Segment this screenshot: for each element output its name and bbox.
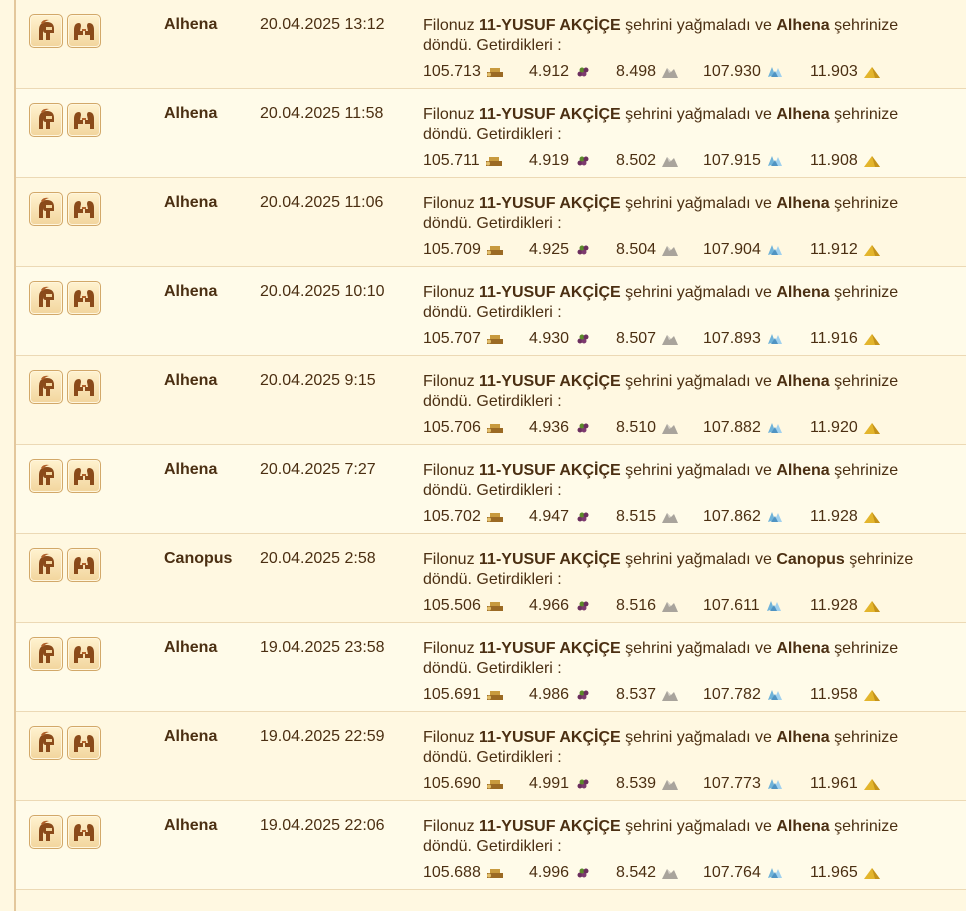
resource-value: 11.961 <box>810 775 858 792</box>
target-city: 11-YUSUF AKÇİÇE <box>479 106 621 123</box>
crystal-amount <box>703 419 784 437</box>
msg-line2: döndü. Getirdikleri : <box>423 749 562 766</box>
resource-value: 11.903 <box>810 63 858 80</box>
sulfur-amount <box>810 241 881 259</box>
resource-value: 8.504 <box>616 241 657 258</box>
city-name: Alhena <box>164 16 218 33</box>
timestamp: 20.04.2025 9:15 <box>260 372 376 389</box>
resource-value: 11.928 <box>810 508 858 525</box>
crystal-amount <box>703 775 784 793</box>
pillage-message <box>423 283 953 323</box>
row-actions <box>29 637 101 671</box>
report-rows <box>16 0 966 890</box>
flexed-arms-icon[interactable] <box>67 459 101 493</box>
msg-prefix: Filonuz <box>423 17 475 34</box>
resource-value: 107.773 <box>703 775 761 792</box>
msg-suffix: şehrinize <box>849 551 914 568</box>
row-actions <box>29 192 101 226</box>
row-actions <box>29 14 101 48</box>
msg-middle: şehrini yağmaladı ve <box>625 106 772 123</box>
marble-amount <box>616 152 679 170</box>
home-city: Alhena <box>776 195 830 212</box>
target-city: 11-YUSUF AKÇİÇE <box>479 373 621 390</box>
resource-value: 11.958 <box>810 686 858 703</box>
spartan-helmet-icon[interactable] <box>29 370 63 404</box>
resource-value: 107.764 <box>703 864 761 881</box>
resource-value: 4.991 <box>529 775 570 792</box>
crystal-icon <box>766 421 784 435</box>
msg-suffix: şehrinize <box>834 818 899 835</box>
sulfur-amount <box>810 152 881 170</box>
crystal-amount <box>703 508 784 526</box>
row-actions <box>29 103 101 137</box>
list-item <box>16 267 966 356</box>
resource-value: 8.498 <box>616 63 657 80</box>
wine-amount <box>529 330 592 348</box>
sulfur-amount <box>810 775 881 793</box>
wood-icon <box>485 154 503 168</box>
resource-value: 4.996 <box>529 864 570 881</box>
wood-icon <box>486 243 504 257</box>
wine-icon <box>574 777 592 791</box>
timestamp: 20.04.2025 2:58 <box>260 550 376 567</box>
timestamp: 20.04.2025 13:12 <box>260 16 385 33</box>
crystal-amount <box>703 864 784 882</box>
wine-amount <box>529 63 592 81</box>
sulfur-icon <box>863 777 881 791</box>
crystal-amount <box>703 597 783 615</box>
resource-value: 11.920 <box>810 419 858 436</box>
msg-middle: şehrini yağmaladı ve <box>625 195 772 212</box>
sulfur-amount <box>810 686 881 704</box>
spartan-helmet-icon[interactable] <box>29 103 63 137</box>
crystal-icon <box>766 688 784 702</box>
resource-value: 107.904 <box>703 241 761 258</box>
marble-amount <box>616 597 679 615</box>
spartan-helmet-icon[interactable] <box>29 815 63 849</box>
flexed-arms-icon[interactable] <box>67 370 101 404</box>
wine-icon <box>574 866 592 880</box>
marble-amount <box>616 864 679 882</box>
target-city: 11-YUSUF AKÇİÇE <box>479 462 621 479</box>
resource-value: 105.709 <box>423 241 481 258</box>
wood-icon <box>486 777 504 791</box>
list-item <box>16 0 966 89</box>
resource-value: 105.711 <box>423 152 480 169</box>
home-city: Alhena <box>776 17 830 34</box>
marble-icon <box>661 599 679 613</box>
list-item <box>16 623 966 712</box>
resource-value: 105.706 <box>423 419 481 436</box>
city-name: Alhena <box>164 817 218 834</box>
city-name: Alhena <box>164 461 218 478</box>
wine-icon <box>574 510 592 524</box>
msg-middle: şehrini yağmaladı ve <box>625 17 772 34</box>
marble-amount <box>616 686 679 704</box>
wood-amount <box>423 152 503 170</box>
crystal-amount <box>703 63 784 81</box>
timestamp: 20.04.2025 11:58 <box>260 105 384 122</box>
resource-value: 105.506 <box>423 597 481 614</box>
wine-icon <box>574 332 592 346</box>
pillage-message <box>423 194 953 234</box>
marble-icon <box>661 510 679 524</box>
pillage-message <box>423 105 953 145</box>
wine-icon <box>574 65 592 79</box>
sulfur-amount <box>810 864 881 882</box>
resource-value: 105.707 <box>423 330 481 347</box>
wood-amount <box>423 508 504 526</box>
wine-amount <box>529 152 592 170</box>
home-city: Alhena <box>776 818 830 835</box>
crystal-icon <box>766 777 784 791</box>
msg-prefix: Filonuz <box>423 729 475 746</box>
pillage-message <box>423 461 953 501</box>
target-city: 11-YUSUF AKÇİÇE <box>479 640 621 657</box>
list-item <box>16 801 966 890</box>
pillage-message <box>423 550 953 590</box>
pillage-message <box>423 639 953 679</box>
target-city: 11-YUSUF AKÇİÇE <box>479 551 621 568</box>
flexed-arms-icon[interactable] <box>67 726 101 760</box>
flexed-arms-icon[interactable] <box>67 192 101 226</box>
msg-middle: şehrini yağmaladı ve <box>625 462 772 479</box>
wood-amount <box>423 330 504 348</box>
msg-line2: döndü. Getirdikleri : <box>423 215 562 232</box>
wine-amount <box>529 508 592 526</box>
resource-value: 4.936 <box>529 419 570 436</box>
city-name: Canopus <box>164 550 233 567</box>
list-item <box>16 356 966 445</box>
msg-line2: döndü. Getirdikleri : <box>423 838 562 855</box>
msg-middle: şehrini yağmaladı ve <box>625 818 772 835</box>
target-city: 11-YUSUF AKÇİÇE <box>479 195 621 212</box>
wine-icon <box>574 421 592 435</box>
resource-value: 107.930 <box>703 63 761 80</box>
wine-icon <box>574 688 592 702</box>
timestamp: 19.04.2025 22:06 <box>260 817 385 834</box>
crystal-icon <box>766 510 784 524</box>
wood-amount <box>423 419 504 437</box>
marble-icon <box>661 154 679 168</box>
msg-line2: döndü. Getirdikleri : <box>423 304 562 321</box>
sulfur-icon <box>863 421 881 435</box>
spartan-helmet-icon[interactable] <box>29 281 63 315</box>
spartan-helmet-icon[interactable] <box>29 726 63 760</box>
resource-value: 8.537 <box>616 686 657 703</box>
crystal-icon <box>766 332 784 346</box>
resource-value: 4.986 <box>529 686 570 703</box>
resource-value: 8.542 <box>616 864 657 881</box>
sulfur-icon <box>863 243 881 257</box>
msg-prefix: Filonuz <box>423 284 475 301</box>
resource-value: 105.713 <box>423 63 481 80</box>
home-city: Alhena <box>776 640 830 657</box>
msg-line2: döndü. Getirdikleri : <box>423 126 562 143</box>
marble-icon <box>661 688 679 702</box>
sulfur-icon <box>863 332 881 346</box>
list-item <box>16 89 966 178</box>
flexed-arms-icon[interactable] <box>67 14 101 48</box>
target-city: 11-YUSUF AKÇİÇE <box>479 17 621 34</box>
sulfur-amount <box>810 597 881 615</box>
home-city: Alhena <box>776 462 830 479</box>
flexed-arms-icon[interactable] <box>67 815 101 849</box>
row-actions <box>29 459 101 493</box>
sulfur-amount <box>810 508 881 526</box>
msg-line2: döndü. Getirdikleri : <box>423 37 562 54</box>
wood-icon <box>486 510 504 524</box>
crystal-amount <box>703 330 784 348</box>
wood-amount <box>423 241 504 259</box>
flexed-arms-icon[interactable] <box>67 281 101 315</box>
city-name: Alhena <box>164 639 218 656</box>
flexed-arms-icon[interactable] <box>67 637 101 671</box>
resource-value: 107.611 <box>703 597 760 614</box>
report-list <box>14 0 966 911</box>
timestamp: 19.04.2025 23:58 <box>260 639 385 656</box>
flexed-arms-icon[interactable] <box>67 548 101 582</box>
msg-prefix: Filonuz <box>423 106 475 123</box>
city-name: Alhena <box>164 105 218 122</box>
resource-value: 107.915 <box>703 152 761 169</box>
sulfur-icon <box>863 866 881 880</box>
resource-value: 107.782 <box>703 686 761 703</box>
msg-suffix: şehrinize <box>834 462 899 479</box>
msg-suffix: şehrinize <box>834 284 899 301</box>
marble-icon <box>661 332 679 346</box>
timestamp: 19.04.2025 22:59 <box>260 728 385 745</box>
marble-amount <box>616 775 679 793</box>
spartan-helmet-icon[interactable] <box>29 192 63 226</box>
wood-icon <box>486 866 504 880</box>
flexed-arms-icon[interactable] <box>67 103 101 137</box>
row-actions <box>29 281 101 315</box>
crystal-amount <box>703 686 784 704</box>
msg-prefix: Filonuz <box>423 640 475 657</box>
wine-amount <box>529 419 592 437</box>
wine-icon <box>574 599 592 613</box>
pillage-message <box>423 16 953 56</box>
timestamp: 20.04.2025 11:06 <box>260 194 384 211</box>
msg-middle: şehrini yağmaladı ve <box>625 373 772 390</box>
resource-value: 105.702 <box>423 508 481 525</box>
msg-prefix: Filonuz <box>423 551 475 568</box>
wood-amount <box>423 686 504 704</box>
city-name: Alhena <box>164 372 218 389</box>
msg-line2: döndü. Getirdikleri : <box>423 393 562 410</box>
wood-icon <box>486 65 504 79</box>
wood-icon <box>486 332 504 346</box>
resource-value: 105.688 <box>423 864 481 881</box>
target-city: 11-YUSUF AKÇİÇE <box>479 818 621 835</box>
home-city: Alhena <box>776 106 830 123</box>
resource-value: 4.925 <box>529 241 570 258</box>
pillage-message <box>423 817 953 857</box>
crystal-amount <box>703 152 784 170</box>
marble-amount <box>616 419 679 437</box>
crystal-icon <box>766 866 784 880</box>
resource-value: 8.516 <box>616 597 657 614</box>
city-name: Alhena <box>164 728 218 745</box>
wine-amount <box>529 864 592 882</box>
resource-value: 107.882 <box>703 419 761 436</box>
msg-suffix: şehrinize <box>834 729 899 746</box>
home-city: Alhena <box>776 373 830 390</box>
msg-middle: şehrini yağmaladı ve <box>625 640 772 657</box>
marble-amount <box>616 241 679 259</box>
timestamp: 20.04.2025 7:27 <box>260 461 376 478</box>
msg-suffix: şehrinize <box>834 17 899 34</box>
resource-value: 8.515 <box>616 508 657 525</box>
msg-middle: şehrini yağmaladı ve <box>625 284 772 301</box>
resource-value: 4.912 <box>529 63 570 80</box>
sulfur-icon <box>863 599 881 613</box>
resource-value: 105.690 <box>423 775 481 792</box>
resource-value: 8.507 <box>616 330 657 347</box>
wine-icon <box>574 243 592 257</box>
resource-value: 107.862 <box>703 508 761 525</box>
row-actions <box>29 815 101 849</box>
spartan-helmet-icon[interactable] <box>29 14 63 48</box>
resource-value: 11.916 <box>810 330 858 347</box>
marble-icon <box>661 777 679 791</box>
home-city: Alhena <box>776 729 830 746</box>
spartan-helmet-icon[interactable] <box>29 548 63 582</box>
msg-prefix: Filonuz <box>423 195 475 212</box>
sulfur-amount <box>810 419 881 437</box>
resource-value: 4.947 <box>529 508 570 525</box>
crystal-amount <box>703 241 784 259</box>
msg-suffix: şehrinize <box>834 106 899 123</box>
wine-amount <box>529 775 592 793</box>
row-actions <box>29 548 101 582</box>
row-actions <box>29 370 101 404</box>
msg-suffix: şehrinize <box>834 373 899 390</box>
resource-value: 4.930 <box>529 330 570 347</box>
spartan-helmet-icon[interactable] <box>29 459 63 493</box>
msg-line2: döndü. Getirdikleri : <box>423 571 562 588</box>
resource-value: 11.965 <box>810 864 858 881</box>
sulfur-icon <box>863 688 881 702</box>
resource-value: 11.908 <box>810 152 858 169</box>
msg-line2: döndü. Getirdikleri : <box>423 660 562 677</box>
resource-value: 105.691 <box>423 686 481 703</box>
msg-suffix: şehrinize <box>834 640 899 657</box>
marble-icon <box>661 866 679 880</box>
resource-value: 4.919 <box>529 152 570 169</box>
resource-value: 11.912 <box>810 241 858 258</box>
wood-amount <box>423 63 504 81</box>
crystal-icon <box>766 154 784 168</box>
list-item <box>16 445 966 534</box>
pillage-message <box>423 728 953 768</box>
resource-value: 107.893 <box>703 330 761 347</box>
sulfur-icon <box>863 65 881 79</box>
msg-prefix: Filonuz <box>423 462 475 479</box>
wine-icon <box>574 154 592 168</box>
resource-value: 8.510 <box>616 419 657 436</box>
city-name: Alhena <box>164 283 218 300</box>
sulfur-amount <box>810 63 881 81</box>
wine-amount <box>529 597 592 615</box>
wood-amount <box>423 775 504 793</box>
crystal-icon <box>765 599 783 613</box>
wood-amount <box>423 864 504 882</box>
wine-amount <box>529 241 592 259</box>
resource-value: 11.928 <box>810 597 858 614</box>
wood-icon <box>486 688 504 702</box>
msg-suffix: şehrinize <box>834 195 899 212</box>
msg-middle: şehrini yağmaladı ve <box>625 729 772 746</box>
list-item <box>16 712 966 801</box>
marble-icon <box>661 421 679 435</box>
msg-prefix: Filonuz <box>423 373 475 390</box>
crystal-icon <box>766 65 784 79</box>
sulfur-icon <box>863 154 881 168</box>
list-item <box>16 178 966 267</box>
row-actions <box>29 726 101 760</box>
msg-prefix: Filonuz <box>423 818 475 835</box>
spartan-helmet-icon[interactable] <box>29 637 63 671</box>
city-name: Alhena <box>164 194 218 211</box>
resource-value: 8.502 <box>616 152 657 169</box>
marble-amount <box>616 330 679 348</box>
home-city: Canopus <box>776 551 845 568</box>
resource-value: 8.539 <box>616 775 657 792</box>
marble-icon <box>661 65 679 79</box>
resource-value: 4.966 <box>529 597 570 614</box>
timestamp: 20.04.2025 10:10 <box>260 283 385 300</box>
wood-amount <box>423 597 504 615</box>
marble-icon <box>661 243 679 257</box>
wood-icon <box>486 421 504 435</box>
wood-icon <box>486 599 504 613</box>
marble-amount <box>616 508 679 526</box>
msg-line2: döndü. Getirdikleri : <box>423 482 562 499</box>
sulfur-icon <box>863 510 881 524</box>
sulfur-amount <box>810 330 881 348</box>
marble-amount <box>616 63 679 81</box>
wine-amount <box>529 686 592 704</box>
home-city: Alhena <box>776 284 830 301</box>
target-city: 11-YUSUF AKÇİÇE <box>479 284 621 301</box>
target-city: 11-YUSUF AKÇİÇE <box>479 729 621 746</box>
crystal-icon <box>766 243 784 257</box>
pillage-message <box>423 372 953 412</box>
msg-middle: şehrini yağmaladı ve <box>625 551 772 568</box>
list-item <box>16 534 966 623</box>
